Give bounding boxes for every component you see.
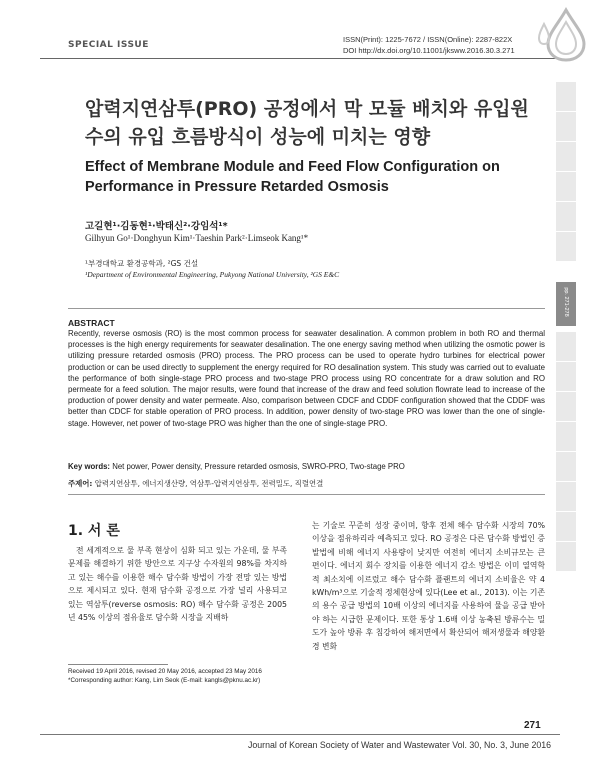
- corresponding-author: *Corresponding author: Kang, Lim Seok (E-mail: kangls@pknu.ac.kr): [68, 677, 261, 684]
- authors-korean: 고길현¹·김동현¹·박태신²·강임석¹*: [85, 221, 228, 232]
- footnote-divider: [68, 664, 168, 665]
- body-column-right: 는 기술로 꾸준히 성장 중이며, 향후 전체 해수 담수화 시장의 70% 이상을 점유하리라 예측되고 있다. RO 공정은 다른 담수화 방법인 증발법에 비해 에너지 사용량이 낮지만 여전히 에너지 소비규모는 큰 편이다. 에너지 회수 장치를 이용한 에너지 감소 방법은 이미 열역학적 최소치에 이르렀고 해수 담수화 플랜트의 에너지 소비율은 약 4 kWh/m³으로 기술적 정체현상에 있다(Lee et al., 2013). 이는 기존의 용수 공급 방법의 10배 이상의 에너지를 사용하여 물을 공급 받아야 하는 시급한 문제이다. 또한 통상 1.6배 이상 농축된 방류수는 밀도가 높아 방류 후 침강하여 해저면에서 확산되어 해저생물과 해양환경 변화: [312, 521, 545, 651]
- abstract-body: Recently, reverse osmosis (RO) is the most common process for seawater desalination. A common problem in both RO and thermal processes is the high energy requirements for seawater desalination. The one energy saving method when utilizing the osmotic power is utilizing pressure retarded osmosis (PRO) process. The PRO process can be used to operate hydro turbines for electrical power production or can be used directly to supplement the energy required for RO desalination system. This study was carried out to evaluate the performance of both single-stage PRO process and two-stage PRO process using RO concentrate for a draw solution and RO permeate for a feed solution. The major results, were found that increase of the draw and feed solution flowrate lead to increase of the production of power density and water permeate. Also, comparison between CDCF and CDDF configuration showed that the CDDF was better than CDCF for stable operation of PRO process. In addition, power density of two-stage PRO was lower than the one of single-stage. However, net power of two-stage PRO was higher than the one of single-stage PRO.: [68, 329, 545, 428]
- keywords-ko-label: 주제어:: [68, 479, 93, 488]
- keywords-korean: [68, 478, 545, 489]
- title-korean: 압력지연삼투(PRO) 공정에서 막 모듈 배치와 유입원수의 유입 흐름방식이 성능에 미치는 영향: [85, 98, 529, 148]
- keywords-english: [68, 462, 545, 471]
- side-tab: [556, 202, 576, 232]
- body-left-text: 전 세계적으로 물 부족 현상이 심화 되고 있는 가운데, 물 부족 문제를 해결하기 위한 방안으로 지구상 수자원의 98%를 차지하고 있는 해수를 이용한 해수 담수화 방법이 가장 전망 있는 방법으로 제시되고 있다. 현재 담수화 공정으로 가장 널리 사용되고 있는 역삼투(reverse osmosis: RO) 해수 담수화 공정은 2005년 45% 이상의 점유율로 담수화 시장을 지배하: [68, 546, 287, 623]
- abstract-top-rule: [68, 308, 545, 309]
- body-column-left: [68, 544, 287, 624]
- side-tab-active: [556, 282, 576, 327]
- keywords-list: Net power, Power density, Pressure retarded osmosis, SWRO-PRO, Two-stage PRO: [112, 462, 405, 471]
- journal-logo-icon: [536, 6, 596, 62]
- section-heading-intro: 1. 서 론: [68, 523, 120, 539]
- side-tab: [556, 482, 576, 512]
- authors-english: Gilhyun Go¹·Donghyun Kim¹·Taeshin Park²·Limseok Kang¹*: [85, 233, 309, 243]
- keywords-ko-list: 압력지연삼투, 에너지생산량, 역삼투-압력지연삼투, 전력밀도, 직렬연결: [94, 479, 324, 488]
- side-tab: [556, 362, 576, 392]
- doi-link[interactable]: DOI http://dx.doi.org/10.11001/jksww.2016.30.3.271: [343, 46, 515, 55]
- header-meta: [343, 34, 515, 56]
- side-index-tabs: [556, 82, 576, 592]
- side-tab: [556, 332, 576, 362]
- side-tab: [556, 452, 576, 482]
- side-tab: [556, 392, 576, 422]
- side-tab: [556, 112, 576, 142]
- side-tab: [556, 82, 576, 112]
- section-label: SPECIAL ISSUE: [68, 40, 149, 50]
- footnote: [68, 667, 298, 685]
- abstract-heading: ABSTRACT: [68, 318, 115, 328]
- side-tab: [556, 422, 576, 452]
- journal-citation: Journal of Korean Society of Water and Wastewater Vol. 30, No. 3, June 2016: [248, 740, 552, 750]
- side-tab: [556, 232, 576, 262]
- side-tab: [556, 142, 576, 172]
- title-english: Effect of Membrane Module and Feed Flow Configuration on Performance in Pressure Retarded Osmosis: [85, 159, 500, 195]
- side-tab-label: pp. 271-278: [563, 287, 569, 317]
- side-tab: [556, 172, 576, 202]
- footer-divider: [40, 734, 560, 735]
- page-number: 271: [524, 720, 541, 731]
- keywords-label: Key words:: [68, 462, 111, 471]
- header-divider: [40, 58, 560, 59]
- issn-text: ISSN(Print): 1225-7672 / ISSN(Online): 2287-822X: [343, 35, 513, 44]
- affiliation-english: ¹Department of Environmental Engineering, Pukyong National University, ²GS E&C: [85, 270, 340, 279]
- received-dates: Received 19 April 2016, revised 20 May 2016, accepted 23 May 2016: [68, 668, 262, 675]
- abstract-bottom-rule: [68, 494, 545, 495]
- side-tab: [556, 512, 576, 542]
- side-tab: [556, 542, 576, 572]
- affiliation-korean: ¹부경대학교 환경공학과, ²GS 건설: [85, 259, 199, 268]
